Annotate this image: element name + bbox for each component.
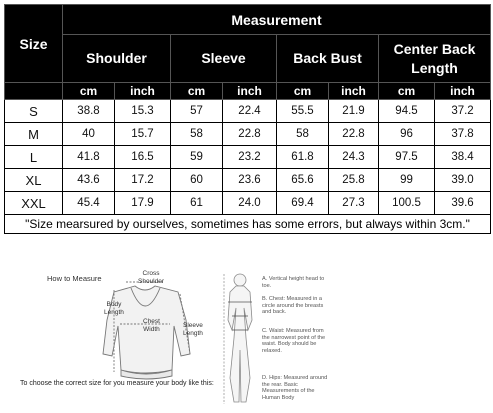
column-header-center-back-length	[379, 35, 491, 83]
measurement-cell: 37.2	[435, 100, 491, 123]
measurement-cell: 55.5	[277, 100, 329, 123]
measurement-cell: 24.0	[223, 192, 277, 215]
measurement-cell: 94.5	[379, 100, 435, 123]
measurement-cell: 38.8	[63, 100, 115, 123]
measurement-cell: 65.6	[277, 169, 329, 192]
measurement-cell: 43.6	[63, 169, 115, 192]
measurement-cell: 41.8	[63, 146, 115, 169]
choose-size-instruction: To choose the correct size for you measure your body like this:	[20, 380, 214, 387]
definition-c: C. Waist: Measured from the narrowest point of the waist. Body should be relaxed.	[262, 328, 326, 354]
measurement-cell: 22.4	[223, 100, 277, 123]
measurement-cell: 27.3	[329, 192, 379, 215]
center-back-line2: Length	[411, 59, 458, 76]
measurement-cell: 21.9	[329, 100, 379, 123]
unit-header: cm	[63, 83, 115, 100]
measurement-cell: 99	[379, 169, 435, 192]
size-header: Size	[5, 5, 63, 83]
measurement-cell: 17.9	[115, 192, 171, 215]
measurement-cell: 38.4	[435, 146, 491, 169]
measurement-cell: 23.6	[223, 169, 277, 192]
measurement-cell: 40	[63, 123, 115, 146]
definition-d: D. Hips: Measured around the rear. Basic Measurements of the Human Body	[262, 375, 328, 401]
size-label: L	[5, 146, 63, 169]
measurement-cell: 22.8	[223, 123, 277, 146]
measurement-cell: 69.4	[277, 192, 329, 215]
measurement-cell: 39.6	[435, 192, 491, 215]
unit-header: cm	[379, 83, 435, 100]
sleeve-length-label: Sleeve Length	[183, 322, 203, 337]
unit-header: inch	[435, 83, 491, 100]
size-chart-table	[4, 4, 491, 234]
measurement-header: Measurement	[63, 5, 491, 35]
measurement-cell: 17.2	[115, 169, 171, 192]
definition-a: A. Vertical height head to toe.	[262, 276, 325, 289]
measurement-cell: 100.5	[379, 192, 435, 215]
column-header-shoulder: Shoulder	[63, 35, 171, 83]
measurement-cell: 61	[171, 192, 223, 215]
measurement-cell: 57	[171, 100, 223, 123]
measurement-cell: 39.0	[435, 169, 491, 192]
unit-header: inch	[329, 83, 379, 100]
size-unit-spacer	[5, 83, 63, 100]
how-to-measure-title: How to Measure	[47, 274, 102, 283]
definition-b: B. Chest: Measured in a circle around the breasts and back.	[262, 296, 324, 316]
measurement-cell: 37.8	[435, 123, 491, 146]
measurement-cell: 60	[171, 169, 223, 192]
table-row	[5, 169, 491, 192]
size-label: XL	[5, 169, 63, 192]
measurement-cell: 97.5	[379, 146, 435, 169]
chest-width-label: Chest Width	[143, 318, 160, 333]
measurement-cell: 15.7	[115, 123, 171, 146]
measurement-cell: 25.8	[329, 169, 379, 192]
cross-shoulder-label: Cross Shoulder	[138, 270, 165, 285]
table-row	[5, 100, 491, 123]
measurement-cell: 61.8	[277, 146, 329, 169]
table-row	[5, 192, 491, 215]
measurement-cell: 22.8	[329, 123, 379, 146]
measurement-cell: 16.5	[115, 146, 171, 169]
unit-header: inch	[223, 83, 277, 100]
column-header-back-bust: Back Bust	[277, 35, 379, 83]
body-diagram	[224, 274, 252, 404]
body-length-label: Body Length	[104, 301, 124, 316]
measurement-cell: 15.3	[115, 100, 171, 123]
size-label: S	[5, 100, 63, 123]
center-back-line1: Center Back	[393, 40, 476, 57]
table-row	[5, 146, 491, 169]
table-row	[5, 123, 491, 146]
measurement-cell: 59	[171, 146, 223, 169]
measurement-cell: 96	[379, 123, 435, 146]
measurement-cell: 23.2	[223, 146, 277, 169]
size-label: M	[5, 123, 63, 146]
measurement-cell: 24.3	[329, 146, 379, 169]
measure-illustration	[0, 268, 493, 413]
measurement-cell: 45.4	[63, 192, 115, 215]
unit-header: cm	[277, 83, 329, 100]
size-label: XXL	[5, 192, 63, 215]
unit-header: inch	[115, 83, 171, 100]
column-header-sleeve: Sleeve	[171, 35, 277, 83]
size-note: "Size mearsured by ourselves, sometimes has some errors, but always within 3cm."	[5, 215, 491, 234]
measurement-cell: 58	[277, 123, 329, 146]
measurement-cell: 58	[171, 123, 223, 146]
unit-header: cm	[171, 83, 223, 100]
